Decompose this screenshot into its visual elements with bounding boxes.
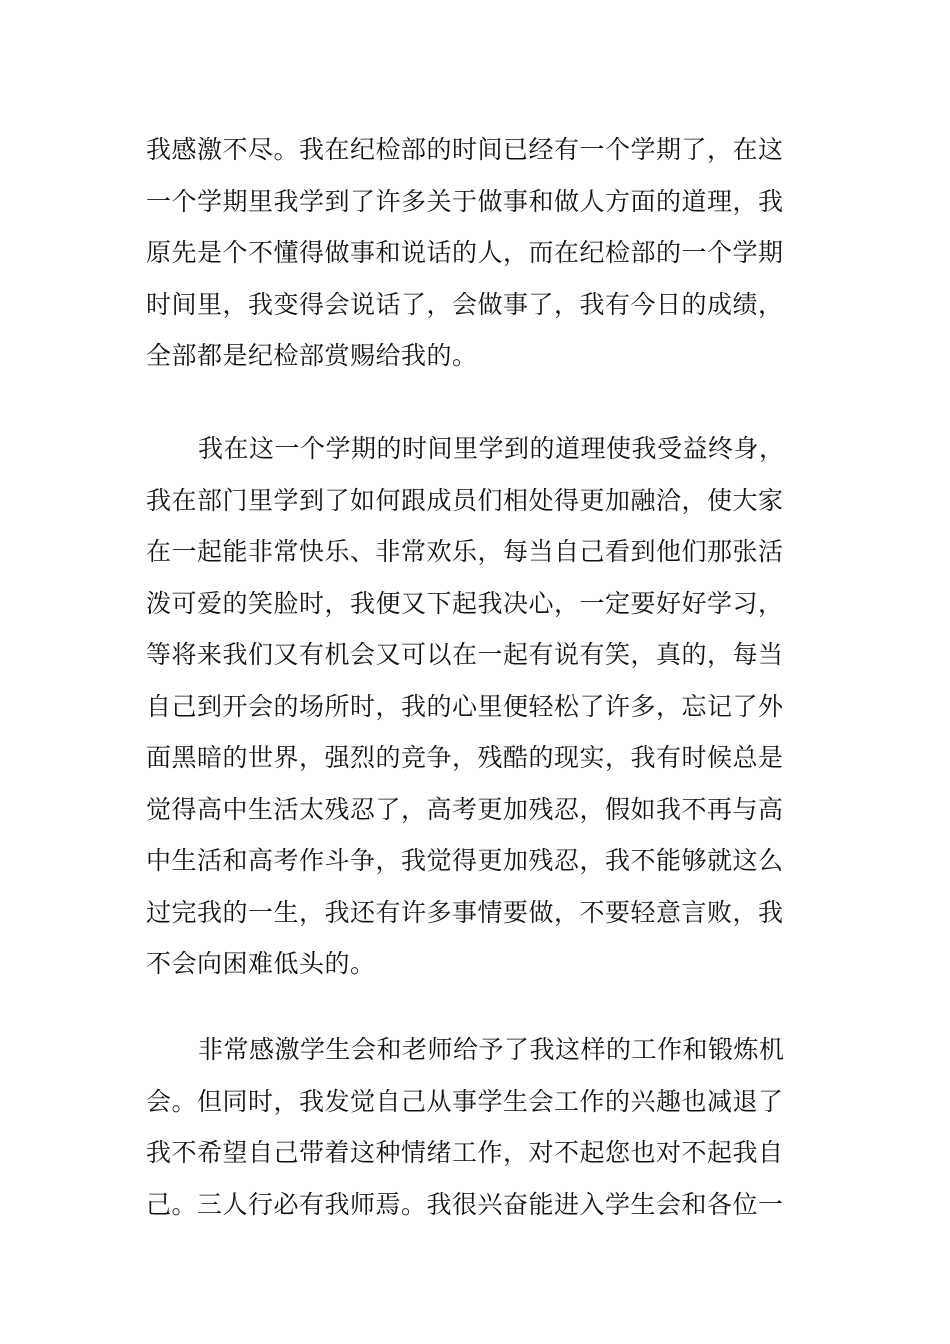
paragraph-line: 过完我的一生，我还有许多事情要做，不要轻意言败，我 <box>146 897 784 927</box>
paragraph-line: 我在部门里学到了如何跟成员们相处得更加融洽，使大家 <box>146 485 784 515</box>
paragraph-line: 泼可爱的笑脸时，我便又下起我决心，一定要好好学习， <box>146 588 784 618</box>
paragraph-line: 我感激不尽。我在纪检部的时间已经有一个学期了，在这 <box>146 135 784 164</box>
paragraph-line: 我不希望自己带着这种情绪工作，对不起您也对不起我自 <box>146 1138 784 1167</box>
paragraph-line: 一个学期里我学到了许多关于做事和做人方面的道理，我 <box>146 186 784 216</box>
paragraph-line: 中生活和高考作斗争，我觉得更加残忍，我不能够就这么 <box>146 846 784 875</box>
paragraph-2 <box>146 423 816 990</box>
paragraph-line: 己。三人行必有我师焉。我很兴奋能进入学生会和各位一 <box>146 1189 784 1219</box>
paragraph-first-line: 非常感激学生会和老师给予了我这样的工作和锻炼机 <box>198 1035 785 1064</box>
paragraph-line: 面黑暗的世界，强烈的竞争，残酷的现实，我有时候总是 <box>146 743 784 772</box>
paragraph-line: 时间里，我变得会说话了，会做事了，我有今日的成绩， <box>146 289 784 319</box>
paragraph-line: 不会向困难低头的。 <box>146 949 376 978</box>
paragraph-first-line: 我在这一个学期的时间里学到的道理使我受益终身， <box>198 434 785 463</box>
paragraph-line: 在一起能非常快乐、非常欢乐，每当自己看到他们那张活 <box>146 537 784 566</box>
paragraph-1 <box>146 124 816 382</box>
paragraph-3 <box>146 1024 816 1230</box>
paragraph-line: 全部都是纪检部赏赐给我的。 <box>146 341 478 370</box>
paragraph-line: 原先是个不懂得做事和说话的人，而在纪检部的一个学期 <box>146 238 784 267</box>
paragraph-line: 会。但同时，我发觉自己从事学生会工作的兴趣也减退了 <box>146 1086 784 1116</box>
paragraph-line: 觉得高中生活太残忍了，高考更加残忍，假如我不再与高 <box>146 794 784 824</box>
paragraph-line: 等将来我们又有机会又可以在一起有说有笑，真的，每当 <box>146 640 784 669</box>
paragraph-line: 自己到开会的场所时，我的心里便轻松了许多，忘记了外 <box>146 691 784 721</box>
